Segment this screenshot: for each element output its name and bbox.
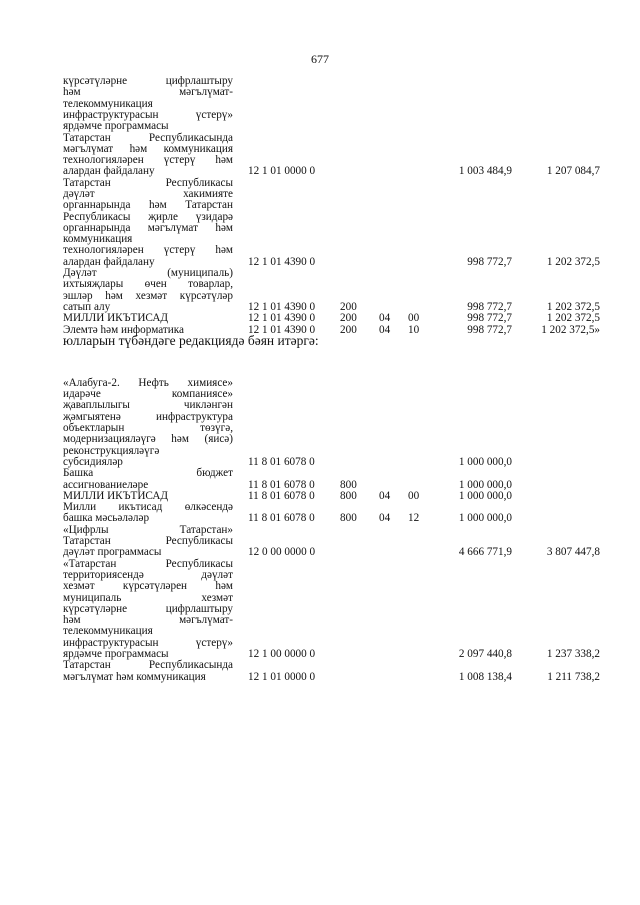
amount-year-2: 1 202 372,5 — [546, 255, 600, 268]
row-description — [63, 468, 233, 491]
description-line: технологияләрен үстерү һәм — [63, 244, 233, 257]
description-line: дәүләт программасы — [63, 546, 162, 559]
table-row — [0, 502, 640, 525]
table-row — [0, 133, 640, 178]
row-description — [63, 559, 233, 661]
table-row — [0, 76, 640, 133]
amount-year-2: 1 202 372,5» — [541, 323, 600, 336]
subsection-code: 00 — [408, 312, 420, 325]
description-line: эшләр һәм хезмәт күрсәтүләр — [63, 289, 233, 302]
expense-type: 200 — [340, 323, 357, 336]
target-article-code: 12 1 01 4390 0 — [248, 312, 316, 325]
instruction-text: юлларын түбәндәге редакциядә бәян итәргә: — [63, 332, 319, 348]
amount-year-1: 1 000 000,0 — [458, 478, 512, 491]
description-line: территориясендә дәүләт — [63, 568, 233, 581]
description-line: Татарстан Республикасы — [63, 535, 233, 548]
table-row — [0, 313, 640, 324]
expense-type: 800 — [340, 489, 357, 502]
description-line: телекоммуникация — [63, 97, 153, 110]
description-line: объектларын төзүгә, — [63, 422, 233, 435]
table-row — [0, 468, 640, 491]
subsection-code: 00 — [408, 489, 420, 502]
description-line: мәгълүмат һәм коммуникация — [63, 142, 233, 155]
amount-year-1: 2 097 440,8 — [458, 648, 512, 661]
table-row — [0, 559, 640, 661]
row-description — [63, 178, 233, 268]
target-article-code: 12 1 01 4390 0 — [248, 300, 316, 313]
description-line: МИЛЛИ ИКЪТИСАД — [63, 489, 169, 502]
amount-year-2: 1 202 372,5 — [546, 300, 600, 313]
section-code: 04 — [379, 323, 391, 336]
target-article-code: 12 1 01 0000 0 — [248, 670, 316, 683]
description-line: реконструкцияләүгә — [63, 444, 160, 457]
description-line: сатып алу — [63, 300, 111, 313]
description-line: «Татарстан Республикасы — [63, 557, 233, 570]
page-number: 677 — [311, 52, 329, 66]
target-article-code: 12 0 00 0000 0 — [248, 546, 316, 559]
spacer — [0, 352, 640, 378]
row-description — [63, 502, 233, 525]
description-line: «Цифрлы Татарстан» — [63, 523, 233, 536]
amount-year-2: 3 807 447,8 — [546, 546, 600, 559]
description-line: ассигнованиеләре — [63, 478, 149, 491]
description-line: мәгълүмат һәм коммуникация — [63, 670, 206, 683]
budget-table — [0, 76, 640, 683]
description-line: Элемтә һәм информатика — [63, 323, 184, 336]
table-row — [0, 378, 640, 468]
target-article-code: 11 8 01 6078 0 — [248, 478, 315, 491]
description-line: Татарстан Республикасында — [63, 659, 233, 672]
table-row — [0, 268, 640, 313]
amount-year-2: 1 211 738,2 — [547, 670, 600, 683]
section-code: 04 — [379, 312, 391, 325]
description-line: ихтыяҗлары өчен товарлар, — [63, 278, 233, 291]
row-description — [63, 133, 233, 178]
description-line: хезмәт күрсәтүләрен һәм — [63, 580, 233, 593]
section-code: 04 — [379, 489, 391, 502]
description-line: җаваплылыгы чикләнгән — [63, 399, 233, 412]
amount-year-1: 1 000 000,0 — [458, 489, 512, 502]
amount-year-1: 998 772,7 — [467, 323, 512, 336]
description-line: органнарында мәгълүмат һәм — [63, 221, 233, 234]
description-line: дәүләт хакимияте — [63, 187, 233, 200]
table-row — [0, 525, 640, 559]
amount-year-1: 998 772,7 — [467, 312, 512, 325]
amount-year-1: 1 000 000,0 — [458, 455, 512, 468]
table-row — [0, 660, 640, 683]
description-line: алардан файдалану — [63, 255, 155, 268]
description-line: башка мәсьәләләр — [63, 512, 150, 525]
target-article-code: 11 8 01 6078 0 — [248, 489, 315, 502]
description-line: субсидияләр — [63, 455, 123, 468]
description-line: алардан файдалану — [63, 165, 155, 178]
subsection-code: 12 — [408, 512, 420, 525]
description-line: технологияләрен үстерү һәм — [63, 154, 233, 167]
amount-year-2: 1 202 372,5 — [546, 312, 600, 325]
amount-year-1: 1 000 000,0 — [458, 512, 512, 525]
description-line: модернизацияләүгә һәм (яисә) — [63, 433, 233, 446]
description-line: Татарстан Республикасында — [63, 131, 233, 144]
amendment-instruction — [0, 332, 640, 352]
row-description — [63, 525, 233, 559]
description-line: күрсәтүләрне цифрлаштыру — [63, 602, 233, 615]
description-line: һәм мәгълүмат- — [63, 614, 233, 627]
description-line: ярдәмче программасы — [63, 120, 169, 133]
description-line: һәм мәгълүмат- — [63, 86, 233, 99]
section-code: 04 — [379, 512, 391, 525]
amount-year-2: 1 207 084,7 — [546, 165, 600, 178]
expense-type: 800 — [340, 512, 357, 525]
description-line: Башка бюджет — [63, 467, 233, 480]
target-article-code: 12 1 01 4390 0 — [248, 255, 316, 268]
row-description — [63, 268, 233, 313]
amount-year-2: 1 237 338,2 — [546, 648, 600, 661]
table-row — [0, 178, 640, 268]
description-line: Дәүләт (муниципаль) — [63, 267, 233, 280]
amount-year-1: 4 666 771,9 — [458, 546, 512, 559]
description-line: инфраструктурасын үстерү» — [63, 108, 233, 121]
amount-year-1: 1 003 484,9 — [458, 165, 512, 178]
amount-year-1: 1 008 138,4 — [458, 670, 512, 683]
description-line: «Алабуга-2. Нефть химиясе» — [63, 376, 233, 389]
amount-year-1: 998 772,7 — [467, 255, 512, 268]
target-article-code: 12 1 00 0000 0 — [248, 648, 316, 661]
description-line: ярдәмче программасы — [63, 648, 169, 660]
row-description — [63, 76, 233, 132]
expense-type: 800 — [340, 478, 357, 491]
amount-year-1: 998 772,7 — [467, 300, 512, 313]
description-line: Татарстан Республикасы — [63, 176, 233, 189]
row-description — [63, 660, 233, 683]
expense-type: 200 — [340, 312, 357, 325]
row-description — [63, 378, 233, 468]
description-line: инфраструктурасын үстерү» — [63, 636, 233, 649]
expense-type: 200 — [340, 300, 357, 313]
target-article-code: 11 8 01 6078 0 — [248, 455, 315, 468]
description-line: җәмгыятенә инфраструктура — [63, 410, 233, 423]
description-line: Республикасы җирле үзидарә — [63, 210, 233, 223]
subsection-code: 10 — [408, 323, 420, 336]
target-article-code: 12 1 01 4390 0 — [248, 323, 316, 336]
description-line: Милли икътисад өлкәсендә — [63, 501, 233, 514]
description-line: МИЛЛИ ИКЪТИСАД — [63, 312, 169, 325]
description-line: идарәче компаниясе» — [63, 388, 233, 401]
target-article-code: 11 8 01 6078 0 — [248, 512, 315, 525]
description-line: күрсәтүләрне цифрлаштыру — [63, 75, 233, 87]
description-line: коммуникация — [63, 233, 133, 246]
description-line: муниципаль хезмәт — [63, 591, 233, 604]
description-line: телекоммуникация — [63, 625, 153, 638]
description-line: органнарында һәм Татарстан — [63, 199, 233, 212]
row-description — [63, 313, 233, 324]
target-article-code: 12 1 01 0000 0 — [248, 165, 316, 178]
